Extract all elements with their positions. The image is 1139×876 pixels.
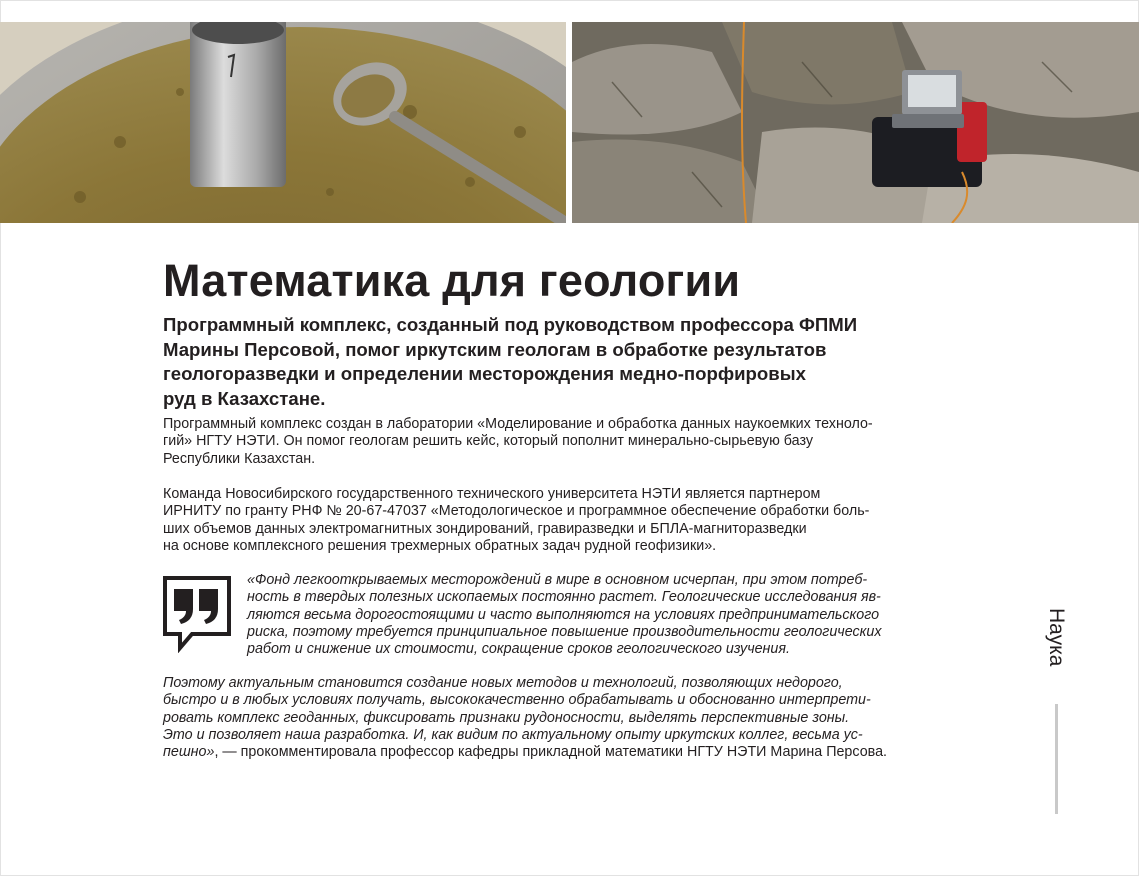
paragraph-line: Команда Новосибирского государственного технического университета НЭТИ является партнером — [163, 486, 821, 502]
field-equipment-photo — [572, 22, 1139, 223]
lead-line: геологоразведки и определении месторождения медно-порфировых — [163, 363, 806, 384]
paragraph-line: ИРНИТУ по гранту РНФ № 20-67-47037 «Методологическое и программное обеспечение обработки боль- — [163, 503, 870, 520]
quote-attribution-line — [163, 744, 983, 761]
quote-end: пешно» — [163, 744, 215, 761]
quote-continuation — [163, 675, 983, 761]
quote-line: риска, поэтому требуется принципиальное повышение производительности геологических — [247, 623, 882, 640]
article-lead — [163, 313, 953, 411]
quote-line: Поэтому актуальным становится создание новых методов и технологий, позволяющих недорого, — [163, 675, 843, 691]
paragraph-line: Программный комплекс создан в лаборатории «Моделирование и обработка данных наукоемких техноло- — [163, 416, 873, 432]
lead-line: Марины Персовой, помог иркутским геологам в обработке результатов — [163, 338, 827, 360]
quote-line: «Фонд легкооткрываемых месторождений в мире в основном исчерпан, при этом потреб- — [247, 572, 868, 588]
paragraph-lab — [163, 416, 978, 468]
quote-icon — [162, 575, 232, 653]
field-equipment-illustration — [572, 22, 1139, 223]
lead-line: Программный комплекс, созданный под руководством профессора ФПМИ — [163, 314, 858, 335]
quote-line: Это и позволяет наша разработка. И, как видим по актуальному опыту иркутских коллег, весьма ус- — [163, 726, 863, 743]
soil-sample-photo — [0, 22, 566, 223]
side-divider — [1055, 704, 1058, 814]
article-title: Математика для геологии — [163, 255, 741, 306]
quote-text — [247, 572, 982, 658]
quote-line: работ и снижение их стоимости, сокращение сроков геологического изучения. — [247, 641, 790, 658]
paragraph-line: на основе комплексного решения трехмерных обратных задач рудной геофизики». — [163, 537, 717, 554]
quote-line: ляются весьма дорогостоящими и часто выполняются на условиях предпринимательского — [247, 606, 880, 623]
paragraph-line: гий» НГТУ НЭТИ. Он помог геологам решить кейс, который пополнит минерально-сырьевую базу — [163, 433, 813, 450]
quote-attribution: , — прокомментировала профессор кафедры прикладной математики НГТУ НЭТИ Марина Персова. — [214, 744, 888, 761]
paragraph-line: Республики Казахстан. — [163, 450, 316, 467]
section-label: Наука — [1045, 608, 1068, 667]
lead-line: руд в Казахстане. — [163, 387, 326, 409]
soil-sample-illustration — [0, 22, 566, 223]
paragraph-line: ших объемов данных электромагнитных зондирований, гравиразведки и БПЛА-магниторазведки — [163, 520, 807, 537]
paragraph-grant — [163, 486, 978, 555]
quote-line: быстро и в любых условиях получать, высококачественно обрабатывать и обоснованно интерпрети- — [163, 692, 871, 709]
quote-line: ровать комплекс геоданных, фиксировать признаки рудоносности, выделять перспективные зоны. — [163, 709, 850, 726]
quote-line: ность в твердых полезных ископаемых постоянно растет. Геологические исследования яв- — [247, 589, 881, 606]
